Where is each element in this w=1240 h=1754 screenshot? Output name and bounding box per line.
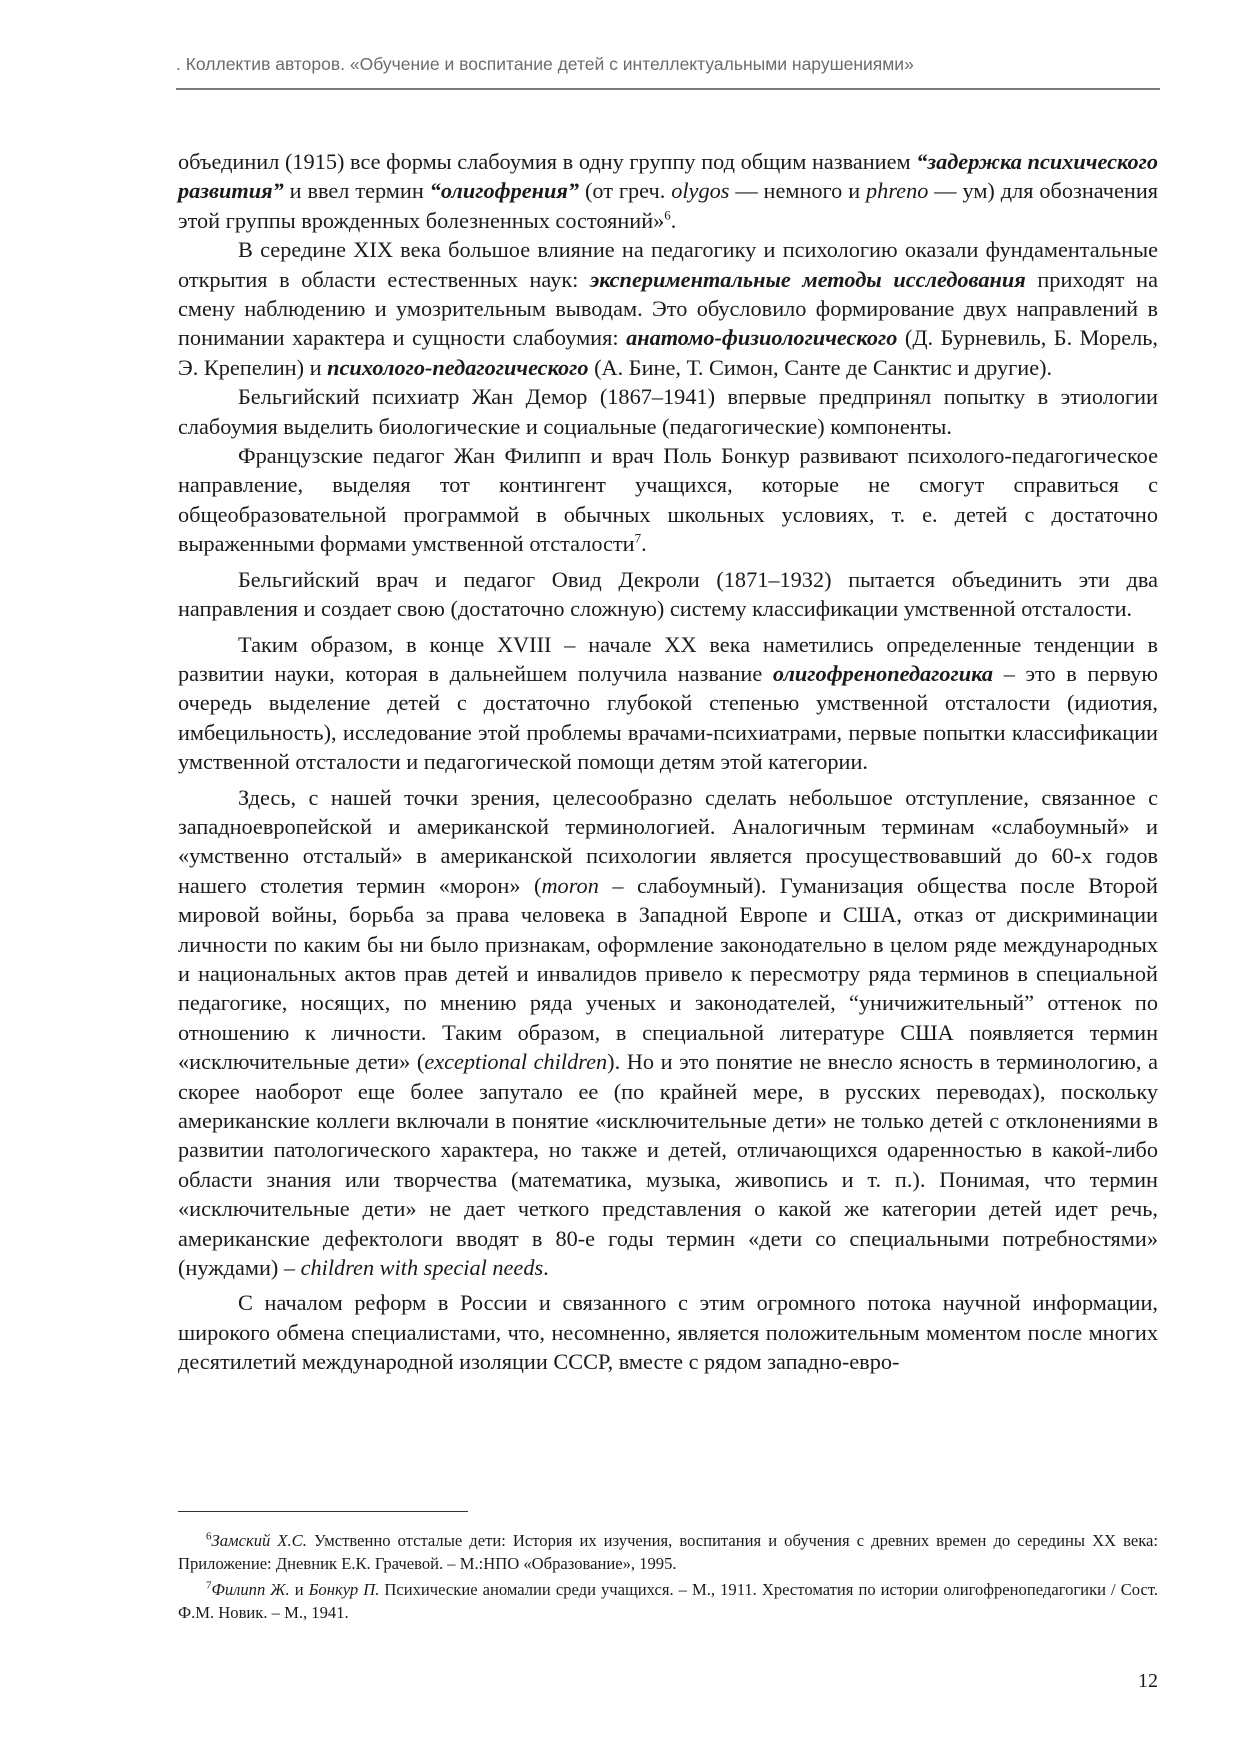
text-run: – это в первую очередь выделение детей с достаточно глубокой степенью умственной отсталости (идиотия, имбецильность), исследование этой проблемы врачами-психиатрами, первые попытки классификации умственной отсталости и педагогической помощи детям этой категории.: [178, 660, 1158, 775]
term-emphasis: “задержка психического развития”: [178, 149, 1158, 204]
footnote-7: [178, 1579, 1158, 1624]
text-run: приходят на смену наблюдению и умозрительным выводам. Это обусловило формирование двух направлений в понимании характера и сущности слабоумия:: [178, 266, 1158, 351]
footnote-author: Филипп Ж.: [211, 1580, 290, 1599]
footnotes: [178, 1530, 1158, 1628]
footnote-text: Психические аномалии среди учащихся. – М., 1911. Хрестоматия по истории олигофренопедагогики / Сост. Ф.М. Новик. – М., 1941.: [178, 1580, 1158, 1622]
footnote-author: Бонкур П.: [308, 1580, 380, 1599]
text-run: .: [670, 207, 677, 233]
foreign-word: moron: [541, 872, 599, 898]
page-number: 12: [1138, 1670, 1158, 1692]
term-emphasis: экспериментальные методы исследования: [589, 266, 1026, 292]
footnote-number: 7: [206, 1579, 212, 1592]
footnote-ref-6[interactable]: 6: [664, 207, 671, 223]
foreign-word: phreno: [866, 178, 929, 204]
text-run: .: [641, 531, 647, 557]
text-run: объединил (1915) все формы слабоумия в одну группу под общим названием: [178, 149, 917, 174]
foreign-word: children with special needs: [300, 1255, 544, 1281]
text-run: (от греч.: [579, 178, 672, 204]
running-header: . Коллектив авторов. «Обучение и воспитание детей с интеллектуальными нарушениями»: [176, 54, 914, 74]
paragraph-5: Бельгийский врач и педагог Овид Декроли (1871–1932) пытается объединить эти два направления и создает свою (достаточно сложную) систему классификации умственной отсталости.: [178, 566, 1158, 622]
footnote-text: и: [289, 1580, 309, 1599]
footnote-ref-7[interactable]: 7: [634, 530, 642, 546]
paragraph-4: [178, 441, 1158, 559]
text-run: (Д. Бурневиль, Б. Морель, Э. Крепелин) и: [178, 325, 1158, 380]
text-run: — немного и: [729, 178, 867, 204]
paragraph-8: С началом реформ в России и связанного с этим огромного потока научной информации, широкого обмена специалистами, что, несомненно, является положительным моментом после многих десятилетий международной изоляции СССР, вместе с рядом западно-евро-: [178, 1290, 1158, 1375]
footnote-6: [178, 1530, 1158, 1575]
text-run: — ум) для обозначения этой группы врожденных болезненных состояний»: [178, 178, 1159, 233]
term-emphasis: психолого-педагогического: [327, 354, 589, 380]
paragraph-1: [178, 147, 1158, 235]
header-divider: [176, 88, 1160, 90]
text-run: Здесь, с нашей точки зрения, целесообразно сделать небольшое отступление, связанное с западноевропейской и американской терминологией. Аналогичным терминам «слабоумный» и «умственно отсталый» в американской психологии является просуществовавший до 60-х годов нашего столетия термин «морон» (: [178, 784, 1158, 898]
text-run: Французские педагог Жан Филипп и врач Поль Бонкур развивают психолого-педагогическое направление, выделяя тот контингент учащихся, которые не смогут справиться с общеобразовательной программой в обычных школьных условиях, т. е. детей с достаточно выраженными формами умственной отсталости: [178, 443, 1158, 557]
footnote-number: 6: [206, 1530, 212, 1543]
paragraph-2: [178, 235, 1158, 382]
text-run: .: [543, 1255, 549, 1281]
term-emphasis: олигофренопедагогика: [772, 660, 994, 686]
footnote-text: Умственно отсталые дети: История их изучения, воспитания и обучения с древних времен до середины XX века: Приложение: Дневник Е.К. Грачевой. – М.:НПО «Образование», 1995.: [178, 1531, 1158, 1573]
main-text: [178, 147, 1158, 1377]
term-emphasis: “олигофрения”: [429, 178, 580, 204]
text-run: – слабоумный). Гуманизация общества после Второй мировой войны, борьба за права человека в Западной Европе и США, отказ от дискриминации личности по каким бы ни было признакам, оформление законодательно в целом ряде международных и национальных актов прав детей и инвалидов привело к пересмотру ряда терминов в специальной педагогике, носящих, по мнению ряда ученых и законодателей, “уничижительный” оттенок по отношению к личности. Таким образом, в специальной литературе США появляется термин «исключительные дети» (: [178, 872, 1158, 1075]
text-run: Таким образом, в конце XVIII – начале XX века наметились определенные тенденции в развитии науки, которая в дальнейшем получила название: [178, 631, 1158, 686]
foreign-word: exceptional children: [424, 1049, 608, 1075]
footnote-author: Замский Х.С.: [211, 1531, 307, 1550]
term-emphasis: анатомо-физиологического: [626, 325, 898, 351]
paragraph-6: [178, 630, 1158, 777]
footnote-divider: [178, 1511, 468, 1512]
text-run: и ввел термин: [283, 178, 430, 204]
text-run: В середине XIX века большое влияние на педагогику и психологию оказали фундаментальные открытия в области естественных наук:: [178, 237, 1158, 292]
paragraph-3: Бельгийский психиатр Жан Демор (1867–1941) впервые предпринял попытку в этиологии слабоумия выделить биологические и социальные (педагогические) компоненты.: [178, 384, 1158, 439]
text-run: ). Но и это понятие не внесло ясность в терминологию, а скорее наоборот еще более запутало ее (по крайней мере, в русских переводах), поскольку американские коллеги включали в понятие «исключительные дети» не только детей с отклонениями в развитии патологического характера, но также и детей, отличающихся одаренностью в какой-либо области знания или творчества (математика, музыка, живопись и т. п.). Понимая, что термин «исключительные дети» не дает четкого представления о какой же категории детей идет речь, американские дефектологи вводят в 80-е годы термин «дети со специальными потребностями» (нуждами) –: [178, 1049, 1158, 1281]
paragraph-7: [178, 783, 1158, 1283]
text-run: (А. Бине, Т. Симон, Санте де Санктис и другие).: [588, 354, 1053, 380]
foreign-word: olygos: [671, 178, 730, 204]
